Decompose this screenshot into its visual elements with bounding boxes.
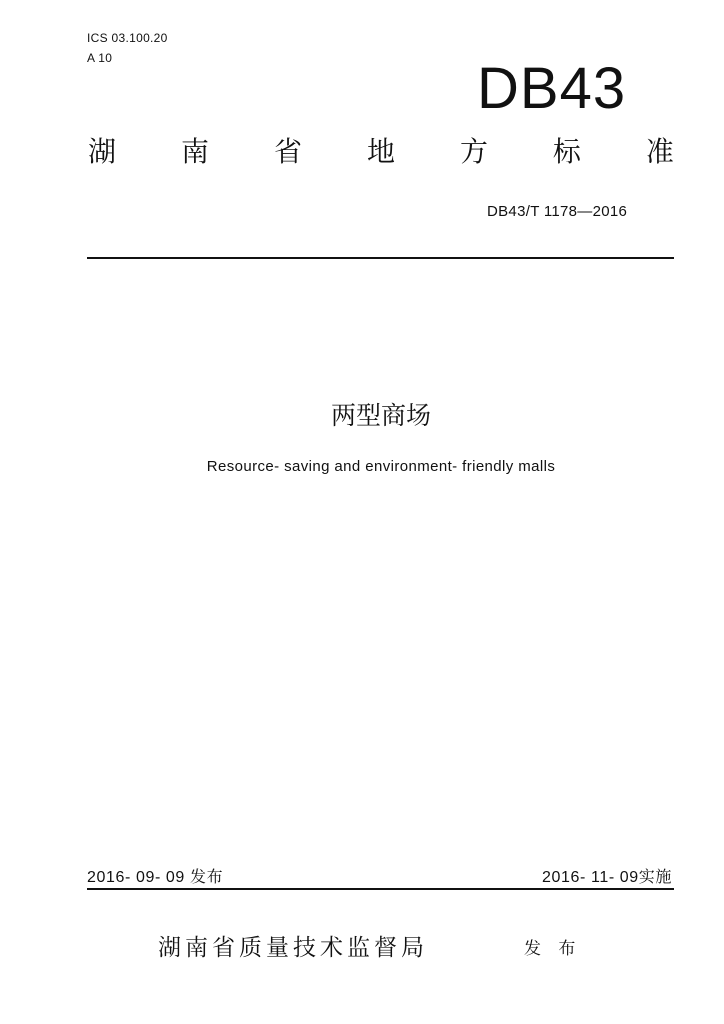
standard-type-char: 湖 bbox=[88, 135, 117, 168]
standard-type-char: 省 bbox=[273, 135, 302, 168]
chinese-title: 两型商场 bbox=[330, 401, 431, 430]
standard-type-char: 标 bbox=[552, 135, 581, 168]
standard-type-char: 地 bbox=[366, 135, 395, 168]
db-code: DB43 bbox=[477, 56, 627, 121]
standard-number: DB43/T 1178—2016 bbox=[487, 203, 628, 220]
issue-label: 发 布 bbox=[524, 939, 582, 959]
ics-code: ICS 03.100.20 bbox=[87, 31, 168, 45]
classification-code: A 10 bbox=[87, 51, 113, 65]
implement-date: 2016- 11- 09实施 bbox=[542, 869, 672, 886]
publish-date: 2016- 09- 09 发布 bbox=[87, 869, 224, 886]
english-title: Resource- saving and environment- friendly malls bbox=[206, 458, 556, 475]
standard-type-char: 方 bbox=[459, 135, 488, 168]
standard-type-char: 南 bbox=[180, 135, 209, 168]
header-divider bbox=[87, 257, 674, 259]
standard-type-char: 准 bbox=[645, 135, 674, 168]
footer-divider bbox=[87, 888, 674, 890]
issuing-authority: 湖南省质量技术监督局 bbox=[158, 935, 428, 961]
standard-type-heading bbox=[88, 135, 674, 168]
